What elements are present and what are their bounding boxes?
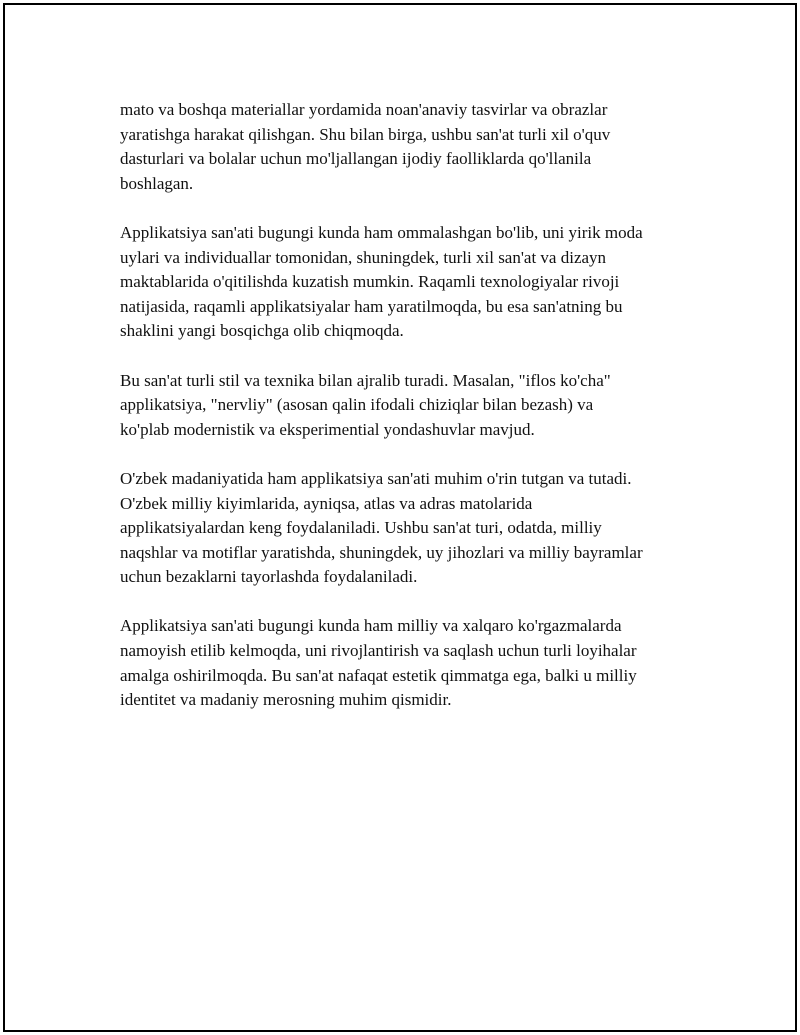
document-page xyxy=(3,3,797,1032)
paragraph-4: O'zbek madaniyatida ham applikatsiya san'ati muhim o'rin tutgan va tutadi. O'zbek milliy kiyimlarida, ayniqsa, atlas va adras matolarida applikatsiyalardan keng foydalaniladi. Ushbu san'at turi, odatda, milliy naqshlar va motiflar yaratishda, shuningdek, uy jihozlari va milliy bayramlar uchun bezaklarni tayorlashda foydalaniladi. xyxy=(120,468,643,587)
document-body xyxy=(120,98,700,737)
paragraph-2: Applikatsiya san'ati bugungi kunda ham ommalashgan bo'lib, uni yirik moda uylari va individuallar tomonidan, shuningdek, turli xil san'at va dizayn maktablarida o'qitilishda kuzatish mumkin. Raqamli texnologiyalar rivoji natijasida, raqamli applikatsiyalar ham yaratilmoqda, bu esa san'atning bu shaklini yangi bosqichga olib chiqmoqda. xyxy=(120,222,643,341)
paragraph-3: Bu san'at turli stil va texnika bilan ajralib turadi. Masalan, "iflos ko'cha" applikatsiya, "nervliy" (asosan qalin ifodali chiziqlar bilan bezash) va ko'plab modernistik va eksperimential yondashuvlar mavjud. xyxy=(120,370,611,439)
paragraph-5: Applikatsiya san'ati bugungi kunda ham milliy va xalqaro ko'rgazmalarda namoyish etilib kelmoqda, uni rivojlantirish va saqlash uchun turli loyihalar amalga oshirilmoqda. Bu san'at nafaqat estetik qimmatga ega, balki u milliy identitet va madaniy merosning muhim qismidir. xyxy=(120,616,637,710)
paragraph-1: mato va boshqa materiallar yordamida noan'anaviy tasvirlar va obrazlar yaratishga harakat qilishgan. Shu bilan birga, ushbu san'at turli xil o'quv dasturlari va bolalar uchun mo'ljallangan ijodiy faolliklarda qo'llanila boshlagan. xyxy=(120,100,611,193)
